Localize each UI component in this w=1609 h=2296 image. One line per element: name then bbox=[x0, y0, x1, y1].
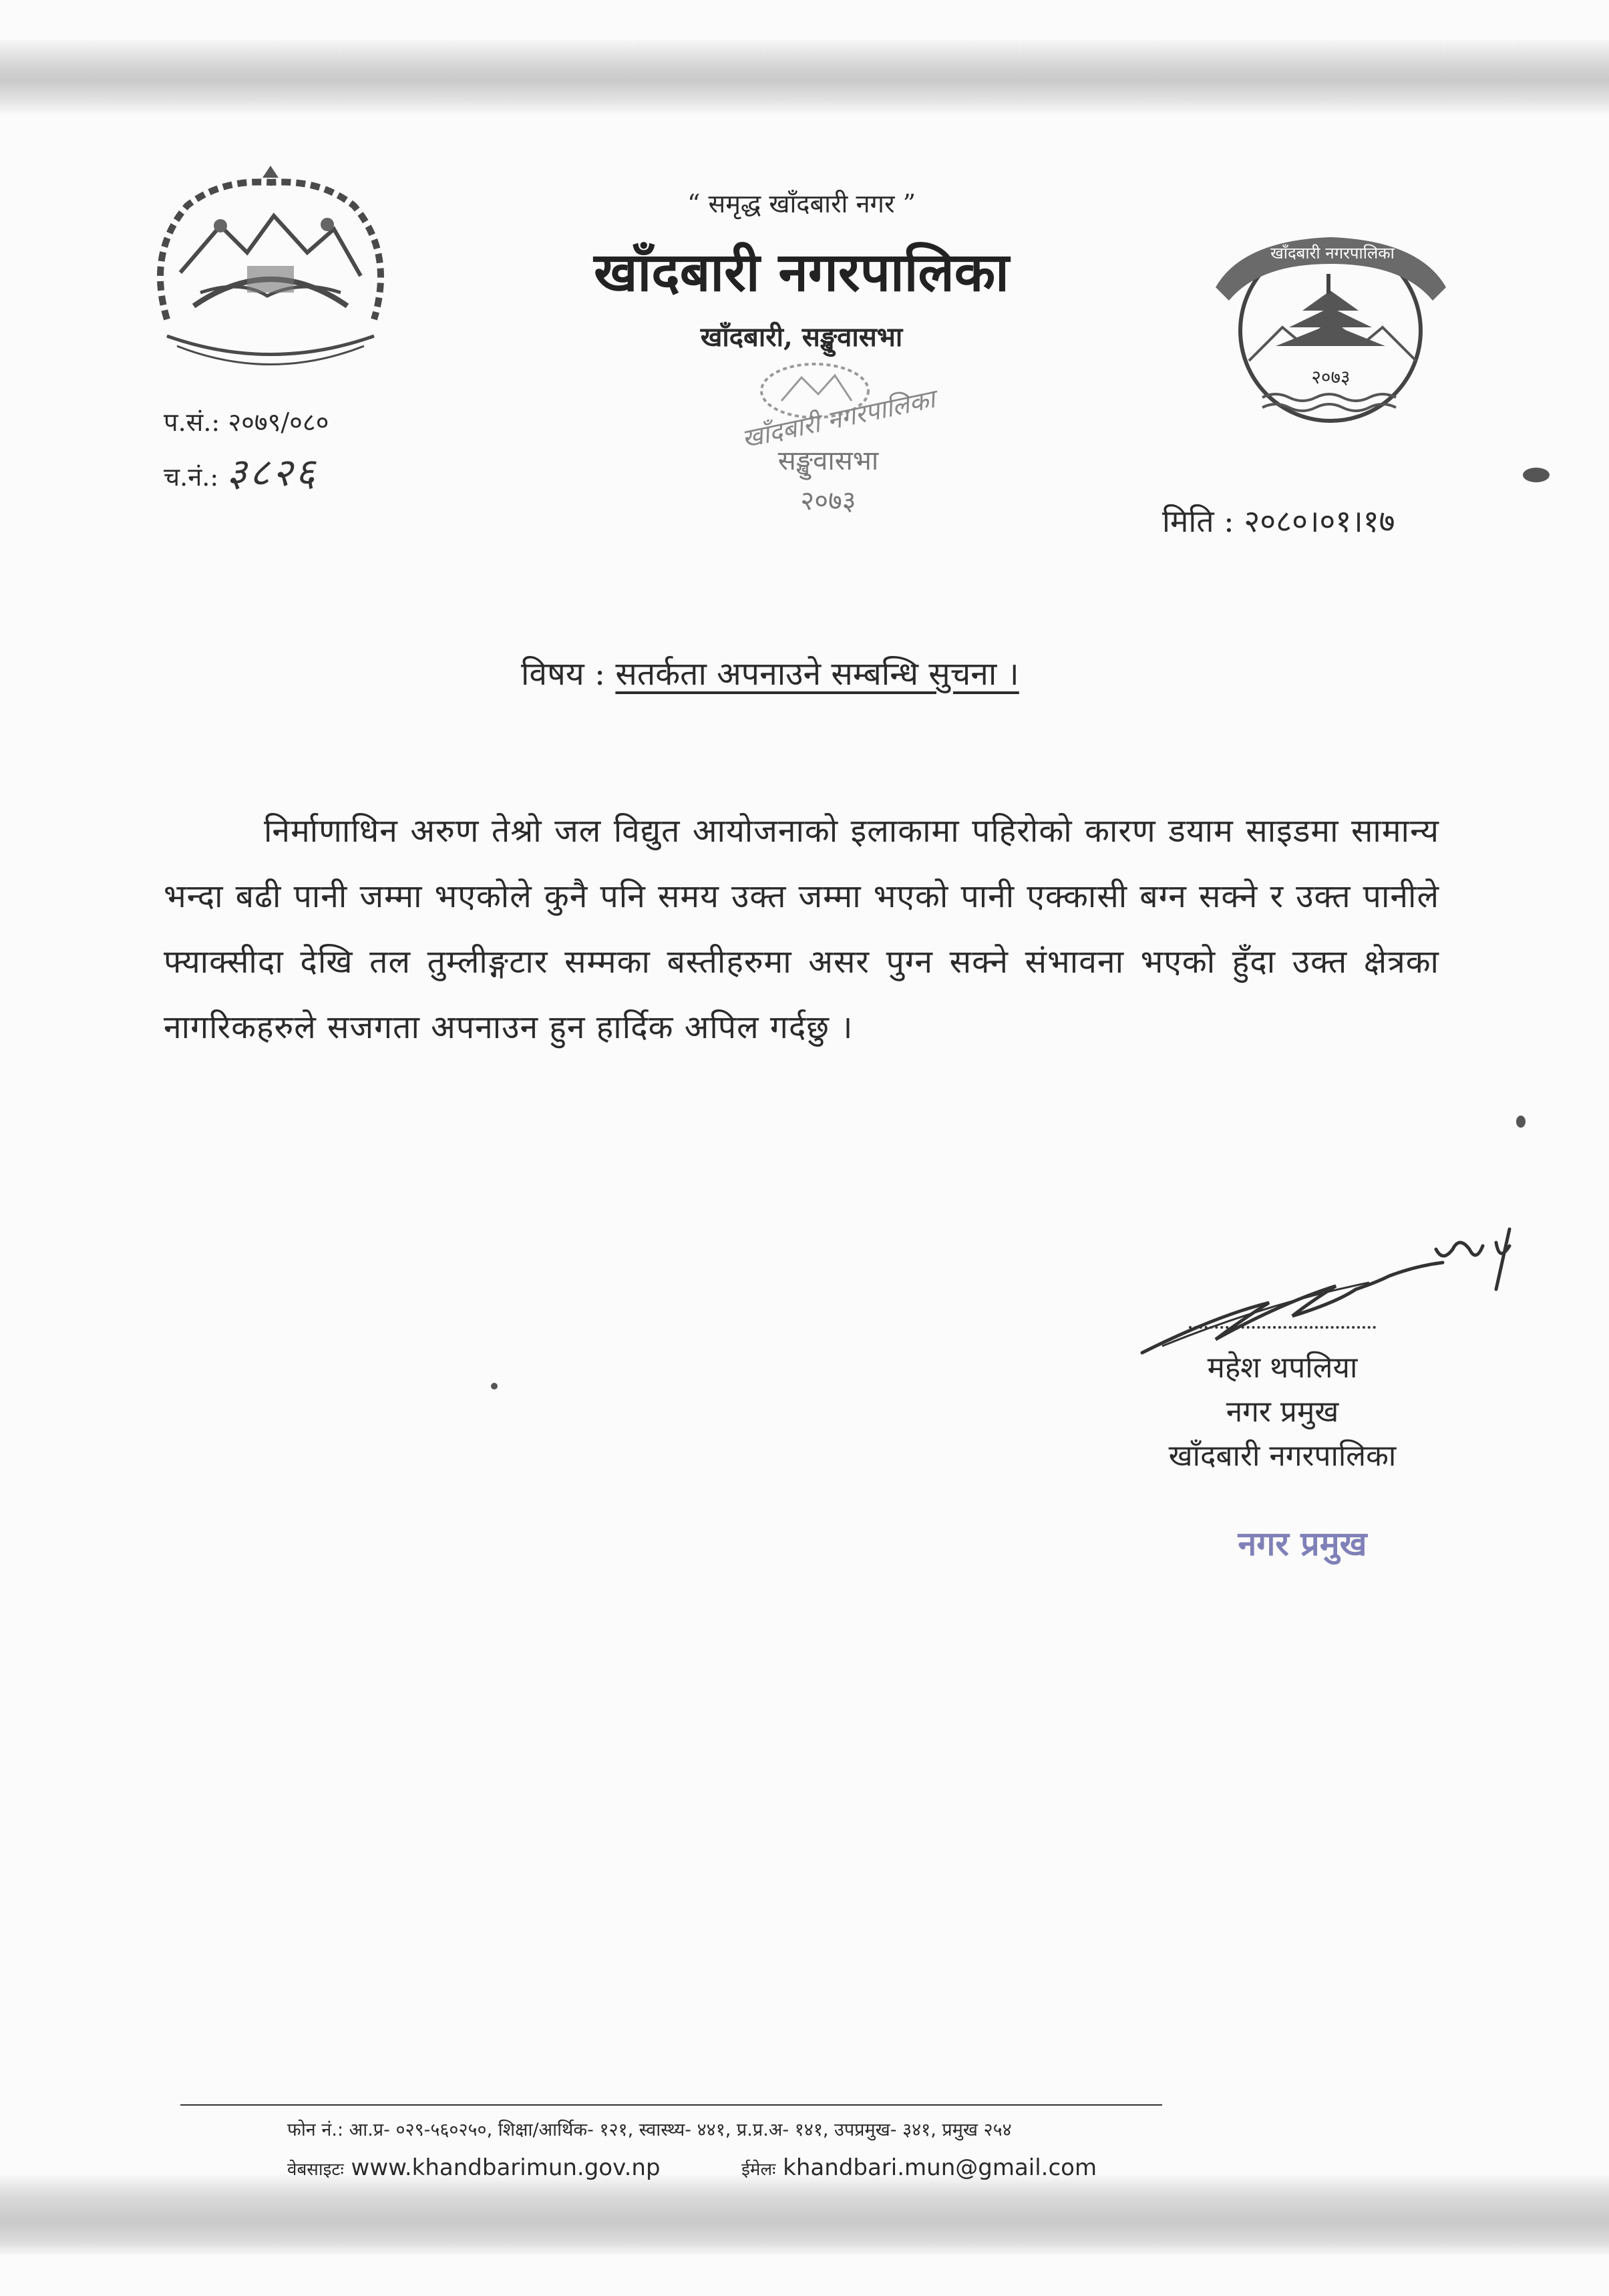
seal-top-text: खाँदबारी नगरपालिका bbox=[739, 383, 938, 454]
website-label: वेबसाइटः bbox=[287, 2160, 344, 2180]
signature-scribble bbox=[1135, 1202, 1550, 1363]
date-value: २०८०।०१।१७ bbox=[1244, 503, 1395, 539]
email-label: ईमेलः bbox=[741, 2160, 776, 2180]
signer-name: महेश थपलिया bbox=[1207, 1351, 1358, 1385]
ink-speck bbox=[1516, 1116, 1526, 1128]
signer-office: खाँदबारी नगरपालिका bbox=[1168, 1439, 1397, 1473]
logo-year: २०७३ bbox=[1311, 366, 1351, 388]
cn-value: ३८२६ bbox=[226, 450, 318, 495]
signature-block bbox=[1109, 1346, 1456, 1478]
date-label: मिति : bbox=[1162, 503, 1234, 539]
seal-mid-text: सङ्खुवासभा bbox=[777, 446, 879, 476]
date-line bbox=[1162, 500, 1395, 541]
email-link[interactable]: khandbari.mun@gmail.com bbox=[783, 2154, 1097, 2181]
ps-value: २०७९/०८० bbox=[228, 407, 329, 437]
subject-line bbox=[521, 651, 1019, 695]
scan-shadow-bottom bbox=[0, 2174, 1609, 2255]
org-name: खाँदबारी नगरपालिका bbox=[594, 240, 1009, 303]
logo-arc-text: खाँदबारी नगरपालिका bbox=[1270, 244, 1395, 263]
cn-label: च.नं.: bbox=[164, 462, 219, 492]
website-link[interactable]: www.khandbarimun.gov.np bbox=[351, 2154, 661, 2181]
ink-speck bbox=[491, 1383, 498, 1389]
signer-title: नगर प्रमुख bbox=[1226, 1395, 1339, 1429]
reference-ps bbox=[164, 404, 329, 439]
scan-shadow-top bbox=[0, 40, 1609, 114]
reference-cn bbox=[164, 444, 318, 497]
footer-divider bbox=[180, 2104, 1162, 2106]
ps-label: प.सं.: bbox=[164, 407, 220, 437]
seal-year-text: २०७३ bbox=[800, 486, 856, 516]
footer-web bbox=[287, 2154, 1097, 2181]
subject-text: सतर्कता अपनाउने सम्बन्धि सुचना । bbox=[615, 655, 1019, 693]
office-seal bbox=[675, 361, 955, 534]
footer-contact: फोन नं.: आ.प्र- ०२९-५६०२५०, शिक्षा/आर्थिक- १२१, स्वास्थ्य- ४४१, प्र.प्र.अ- १४१, उपप्रमुख- ३४१, प्रमुख २५४ bbox=[287, 2120, 1012, 2140]
subject-label: विषय : bbox=[521, 655, 606, 693]
municipality-logo bbox=[1202, 227, 1459, 428]
ink-speck bbox=[1523, 468, 1550, 482]
designation-stamp: नगर प्रमुख bbox=[1238, 1524, 1367, 1563]
body-paragraph: निर्माणाधिन अरुण तेश्रो जल विद्युत आयोजनाको इलाकामा पहिरोको कारण डयाम साइडमा सामान्य भन्दा बढी पानी जम्मा भएकोले कुनै पनि समय उक्त जम्मा भएको पानी एक्कासी बग्न सक्ने र उक्त पानीले फ्याक्सीदा देखि तल तुम्लीङ्गटार सम्मका बस्तीहरुमा असर पुग्न सक्ने संभावना भएको हुँदा उक्त क्षेत्रका नागरिकहरुले सजगता अपनाउन हुन हार्दिक अपिल गर्दछु । bbox=[164, 812, 1439, 1046]
org-address: खाँदबारी, सङ्खुवासभा bbox=[700, 321, 903, 353]
signature-line bbox=[1189, 1326, 1376, 1329]
national-emblem-icon bbox=[140, 152, 401, 373]
tagline: “ समृद्ध खाँदबारी नगर ” bbox=[687, 189, 916, 218]
